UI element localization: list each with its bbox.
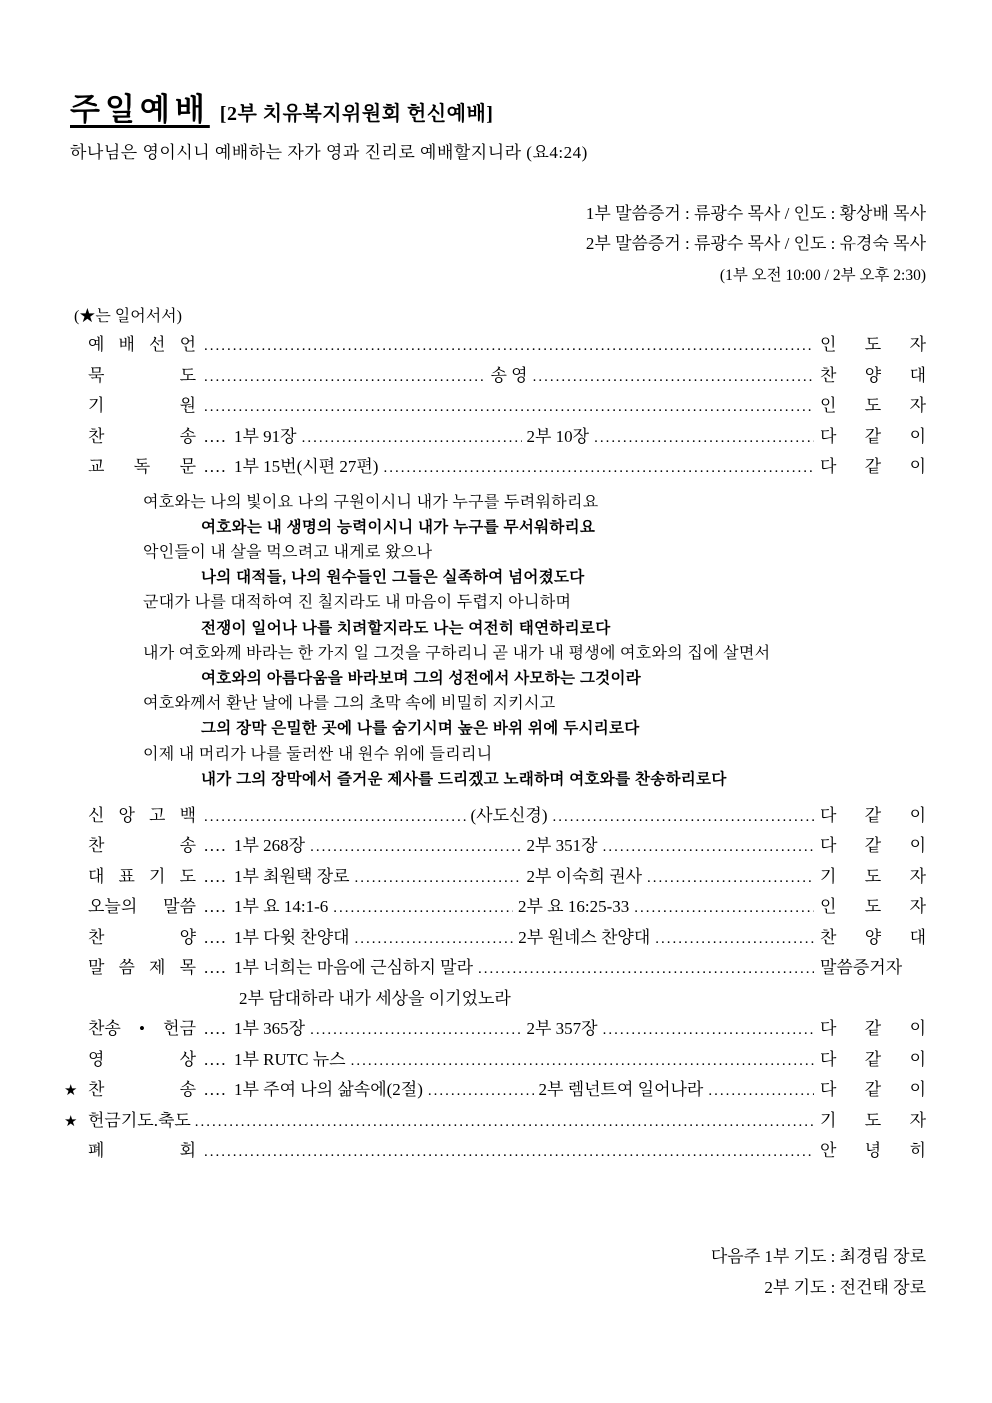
row-label: 영 상 (88, 1049, 196, 1069)
row-mid: 송 영 (490, 365, 528, 385)
row-part-2: 2부 10장 (526, 426, 590, 446)
leader-dots (355, 862, 522, 894)
leader-dots (333, 892, 513, 924)
service-times: (1부 오전 10:00 / 2부 오후 2:30) (719, 267, 926, 284)
star-marker: ★ (64, 1083, 78, 1100)
order-row (64, 330, 926, 361)
order-row (64, 831, 926, 862)
row-part-1: 1부 268장 (234, 836, 306, 856)
order-row (64, 1136, 926, 1167)
reading-line: 그의 장막 은밀한 곳에 나를 숨기시며 높은 바위 위에 두시리로다 (201, 720, 640, 738)
order-row (64, 801, 926, 832)
row-right: 말씀증거자 (820, 958, 903, 978)
leader-dots (204, 422, 227, 453)
row-right: 인 도 자 (820, 897, 926, 917)
order-row (64, 1045, 926, 1076)
row-part-1: 1부 91장 (234, 426, 297, 446)
leader-dots (204, 801, 466, 833)
reading-line: 내가 여호와께 바라는 한 가지 일 그것을 구하리니 곧 내가 내 평생에 여호와의 집에 살면서 (143, 644, 771, 662)
leader-dots (204, 892, 227, 923)
order-row (64, 862, 926, 893)
next-week-prayer-2: 2부 기도 : 전건태 장로 (764, 1277, 926, 1297)
leader-dots (603, 1014, 814, 1046)
row-right: 다 같 이 (820, 1080, 926, 1100)
order-row (64, 923, 926, 954)
worship-order-1 (64, 330, 926, 483)
row-part-1: 1부 너희는 마음에 근심하지 말라 (234, 958, 473, 978)
reading-line: 여호와는 나의 빛이요 나의 구원이시니 내가 누구를 두려워하리요 (143, 493, 599, 511)
row-label: 찬 송 (88, 426, 196, 446)
row-label: 찬송 • 헌금 (88, 1019, 196, 1039)
leader-dots (355, 923, 514, 955)
leader-dots (708, 1075, 814, 1107)
next-week-prayer-1: 다음주 1부 기도 : 최경림 장로 (710, 1246, 926, 1266)
row-right: 인 도 자 (820, 396, 926, 415)
leader-dots (533, 361, 814, 393)
order-row (64, 1106, 926, 1137)
leader-dots (603, 831, 814, 863)
leader-dots (383, 452, 814, 484)
leader-dots (204, 391, 814, 423)
row-label: 찬 송 (88, 1080, 196, 1100)
row-part-2: 2부 이숙희 권사 (526, 866, 643, 886)
row-part-1: 1부 다윗 찬양대 (234, 927, 350, 947)
row-right: 찬 양 대 (820, 927, 927, 947)
leader-dots (634, 892, 814, 924)
order-row (64, 452, 926, 483)
leader-dots (204, 953, 227, 984)
reading-line: 전쟁이 일어나 나를 치려할지라도 나는 여전히 태연하리로다 (201, 619, 611, 637)
row-part-2: 2부 요 16:25-33 (518, 897, 630, 917)
row-right: 안 녕 히 (820, 1141, 926, 1161)
row-right: 다 같 이 (820, 1019, 926, 1039)
order-row-continuation (64, 984, 926, 1015)
leader-dots (204, 862, 227, 893)
leader-dots (204, 1045, 227, 1076)
row-part-2: 2부 351장 (526, 836, 598, 856)
order-row (64, 361, 926, 392)
row-label: 폐 회 (88, 1141, 196, 1161)
scripture-subtitle: 하나님은 영이시니 예배하는 자가 영과 진리로 예배할지니라 (요4:24) (70, 143, 588, 162)
row-right: 다 같 이 (820, 426, 926, 446)
leader-dots (204, 361, 485, 393)
row-part-1: 1부 365장 (234, 1019, 306, 1039)
leader-dots (204, 1136, 814, 1168)
title-line (70, 84, 926, 129)
row-part-1: 1부 주여 나의 삶속에(2절) (234, 1080, 423, 1100)
responsive-reading (64, 490, 926, 792)
row-right: 다 같 이 (820, 836, 926, 856)
row-right: 찬 양 대 (820, 365, 927, 385)
preacher-line-1: 1부 말씀증거 : 류광수 목사 / 인도 : 황상배 목사 (585, 204, 926, 223)
order-row (64, 391, 926, 422)
row-label: 신 앙 고 백 (88, 805, 196, 825)
leader-dots (204, 1075, 227, 1106)
leader-dots (647, 862, 814, 894)
row-label: 기 원 (88, 396, 196, 415)
leader-dots (204, 330, 814, 362)
leader-dots (195, 1106, 814, 1138)
row-part-1: 1부 최원택 장로 (234, 866, 350, 886)
reading-line: 이제 내 머리가 나를 둘러싼 내 원수 위에 들리리니 (143, 745, 493, 763)
reading-line: 군대가 나를 대적하여 진 칠지라도 내 마음이 두렵지 아니하며 (143, 594, 572, 612)
leader-dots (478, 953, 814, 985)
worship-title-note: [2부 치유복지위원회 헌신예배] (219, 103, 494, 125)
reading-line: 여호와는 내 생명의 능력이시니 내가 누구를 무서워하리요 (201, 518, 596, 536)
row-mid: (사도신경) (470, 805, 548, 825)
leader-dots (428, 1075, 534, 1107)
reading-line: 악인들이 내 살을 먹으려고 내게로 왔으나 (143, 543, 433, 561)
order-row (64, 422, 926, 453)
order-row (64, 1014, 926, 1045)
leader-dots (204, 452, 227, 483)
preacher-line-2: 2부 말씀증거 : 류광수 목사 / 인도 : 유경숙 목사 (585, 234, 926, 253)
row-label: 오늘의 말씀 (88, 897, 196, 917)
leader-dots (204, 923, 227, 954)
preacher-info (64, 199, 926, 291)
reading-line: 내가 그의 장막에서 즐거운 제사를 드리겠고 노래하며 여호와를 찬송하리로다 (201, 770, 727, 788)
order-row (64, 892, 926, 923)
row-label: 찬 양 (88, 927, 196, 947)
leader-dots (553, 801, 815, 833)
leader-dots (655, 923, 814, 955)
leader-dots (204, 1014, 227, 1045)
row-label: 대 표 기 도 (88, 866, 196, 886)
worship-order-2 (64, 801, 926, 1167)
row-right: 인 도 자 (820, 335, 926, 354)
leader-dots (310, 831, 521, 863)
row-part-2: 2부 렘넌트여 일어나라 (538, 1080, 704, 1100)
row-label: 찬 송 (88, 836, 196, 856)
row-right: 다 같 이 (820, 457, 926, 476)
row-part-1: 1부 15번(시편 27편) (234, 457, 379, 476)
row-label: 예 배 선 언 (88, 335, 196, 354)
leader-dots (310, 1014, 521, 1046)
row-label: 교 독 문 (88, 457, 196, 476)
row-continuation-text: 2부 담대하라 내가 세상을 이기었노라 (239, 988, 511, 1008)
reading-line: 여호와께서 환난 날에 나를 그의 초막 속에 비밀히 지키시고 (143, 695, 556, 713)
row-right: 기 도 자 (820, 1110, 926, 1130)
reading-line: 여호와의 아름다움을 바라보며 그의 성전에서 사모하는 그것이라 (201, 669, 642, 687)
reading-line: 나의 대적들, 나의 원수들인 그들은 실족하여 넘어졌도다 (201, 569, 585, 587)
leader-dots (351, 1045, 814, 1077)
leader-dots (594, 422, 814, 454)
star-marker: ★ (64, 1113, 78, 1130)
leader-dots (302, 422, 522, 454)
row-label: 묵 도 (88, 365, 196, 385)
footer (64, 1241, 926, 1303)
row-part-2: 2부 원네스 찬양대 (518, 927, 651, 947)
row-right: 다 같 이 (820, 1049, 926, 1069)
order-row (64, 953, 926, 984)
row-part-2: 2부 357장 (526, 1019, 598, 1039)
standing-note: (★는 일어서서) (74, 308, 182, 325)
worship-title: 주일예배 (70, 92, 210, 127)
leader-dots (204, 831, 227, 862)
order-row (64, 1075, 926, 1106)
header (70, 84, 926, 163)
row-part-1: 1부 RUTC 뉴스 (234, 1049, 346, 1069)
row-right: 다 같 이 (820, 805, 927, 825)
row-part-1: 1부 요 14:1-6 (234, 897, 329, 917)
row-label: 헌금기도.축도 (88, 1110, 191, 1130)
row-right: 기 도 자 (820, 866, 926, 886)
row-label: 말 씀 제 목 (88, 958, 196, 978)
